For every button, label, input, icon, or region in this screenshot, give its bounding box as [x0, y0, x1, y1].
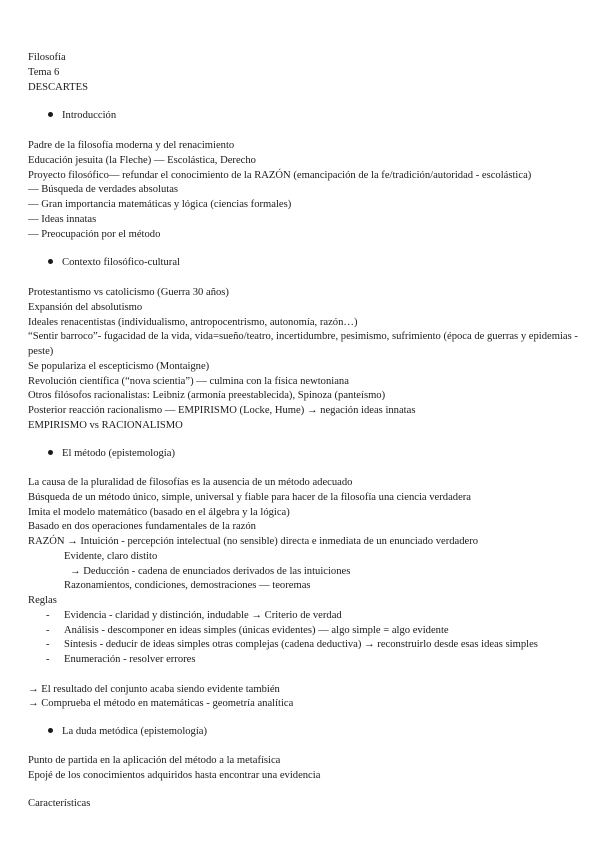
rule-item: - Análisis - descomponer en ideas simples (únicas evidentes) — algo simple = algo evidente [28, 624, 588, 639]
intro-line-4: — Búsqueda de verdades absolutas [28, 184, 179, 196]
intro-line-7: — Preocupación por el método [28, 228, 161, 240]
intro-line-2: Educación jesuita (la Fleche) — Escolástica, Derecho [28, 154, 256, 166]
method-after-1: → El resultado del conjunto acaba siendo evidente también [28, 683, 280, 695]
method-line-1: La causa de la pluralidad de filosofías es la ausencia de un método adecuado [28, 477, 353, 488]
intro-line-1: Padre de la filosofía moderna y del renacimiento [28, 140, 235, 151]
intro-line-6: — Ideas innatas [28, 213, 97, 225]
dash-marker: - [46, 654, 50, 665]
method-line-2: Búsqueda de un método único, simple, universal y fiable para hacer de la filosofía una ciencia verdadera [28, 491, 471, 503]
section-introduccion [28, 139, 588, 242]
heading-contexto: Contexto filosófico-cultural [48, 256, 180, 271]
method-after-2: → Comprueba el método en matemáticas - geometría analítica [28, 698, 294, 710]
heading-introduccion: Introducción [48, 109, 116, 124]
doubt-line-2: Epojé de los conocimientos adquiridos hasta encontrar una evidencia [28, 769, 321, 781]
caracteristicas-label-wrap [28, 797, 588, 812]
method-sub-2: → Deducción - cadena de enunciados derivados de las intuiciones [70, 565, 351, 577]
dash-marker: - [46, 624, 50, 636]
rules-label: Reglas [28, 595, 57, 606]
document-header [28, 51, 588, 95]
context-line-5: Se populariza el escepticismo (Montaigne) [28, 360, 210, 372]
spacer [28, 668, 588, 683]
context-line-8: Posterior reacción racionalismo — EMPIRISMO (Locke, Hume) → negación ideas innatas [28, 405, 416, 416]
context-line-9: EMPIRISMO vs RACIONALISMO [28, 419, 183, 431]
method-sub-3: Razonamientos, condiciones, demostraciones — teoremas [64, 580, 311, 592]
bullet-icon [48, 450, 53, 455]
method-line-3: Imita el modelo matemático (basado en el álgebra y la lógica) [28, 506, 290, 518]
section-duda [28, 754, 588, 784]
heading-duda: La duda metódica (epistemología) [48, 725, 207, 740]
bullet-icon [48, 728, 53, 733]
caracteristicas-label: Características [28, 798, 91, 809]
method-line-4: Basado en dos operaciones fundamentales de la razón [28, 521, 256, 533]
context-line-2: Expansión del absolutismo [28, 301, 143, 313]
subject-title: Filosofía [28, 52, 66, 63]
rule-item: - Enumeración - resolver errores [28, 653, 588, 668]
bullet-icon [48, 112, 53, 117]
context-line-1: Protestantismo vs catolicismo (Guerra 30 años) [28, 287, 229, 298]
dash-marker: - [46, 609, 50, 621]
context-line-7: Otros filósofos racionalistas: Leibniz (armonía preestablecida), Spinoza (panteísmo) [28, 390, 386, 402]
context-line-6: Revolución científica (“nova scientia”) — culmina con la física newtoniana [28, 375, 349, 387]
author-title: DESCARTES [28, 81, 88, 93]
method-sub-1: Evidente, claro distito [64, 550, 158, 562]
bullet-icon [48, 259, 53, 264]
intro-line-3: Proyecto filosófico— refundar el conocimiento de la RAZÓN (emancipación de la fe/tradición/autoridad - escolástica) [28, 169, 532, 181]
topic-title: Tema 6 [28, 66, 60, 78]
section-contexto [28, 286, 588, 434]
dash-marker: - [46, 639, 50, 651]
rule-item: - Evidencia - claridad y distinción, indudable → Criterio de verdad [28, 609, 588, 624]
doubt-line-1: Punto de partida en la aplicación del método a la metafísica [28, 755, 281, 766]
intro-line-5: — Gran importancia matemáticas y lógica (ciencias formales) [28, 199, 292, 210]
context-line-3: Ideales renacentistas (individualismo, antropocentrismo, autonomía, razón…) [28, 316, 358, 328]
heading-metodo: El método (epistemología) [48, 447, 175, 462]
rule-item: - Síntesis - deducir de ideas simples otras complejas (cadena deductiva) → reconstruirlo desde esas ideas simples [28, 638, 588, 653]
section-metodo [28, 476, 588, 712]
context-line-4: “Sentir barroco”- fugacidad de la vida, vida=sueño/teatro, incertidumbre, pesimismo, sufrimiento (época de guerras y epidemias - peste) [28, 331, 578, 357]
method-line-5: RAZÓN → Intuición - percepción intelectual (no sensible) directa e inmediata de un enunciado verdadero [28, 536, 479, 547]
